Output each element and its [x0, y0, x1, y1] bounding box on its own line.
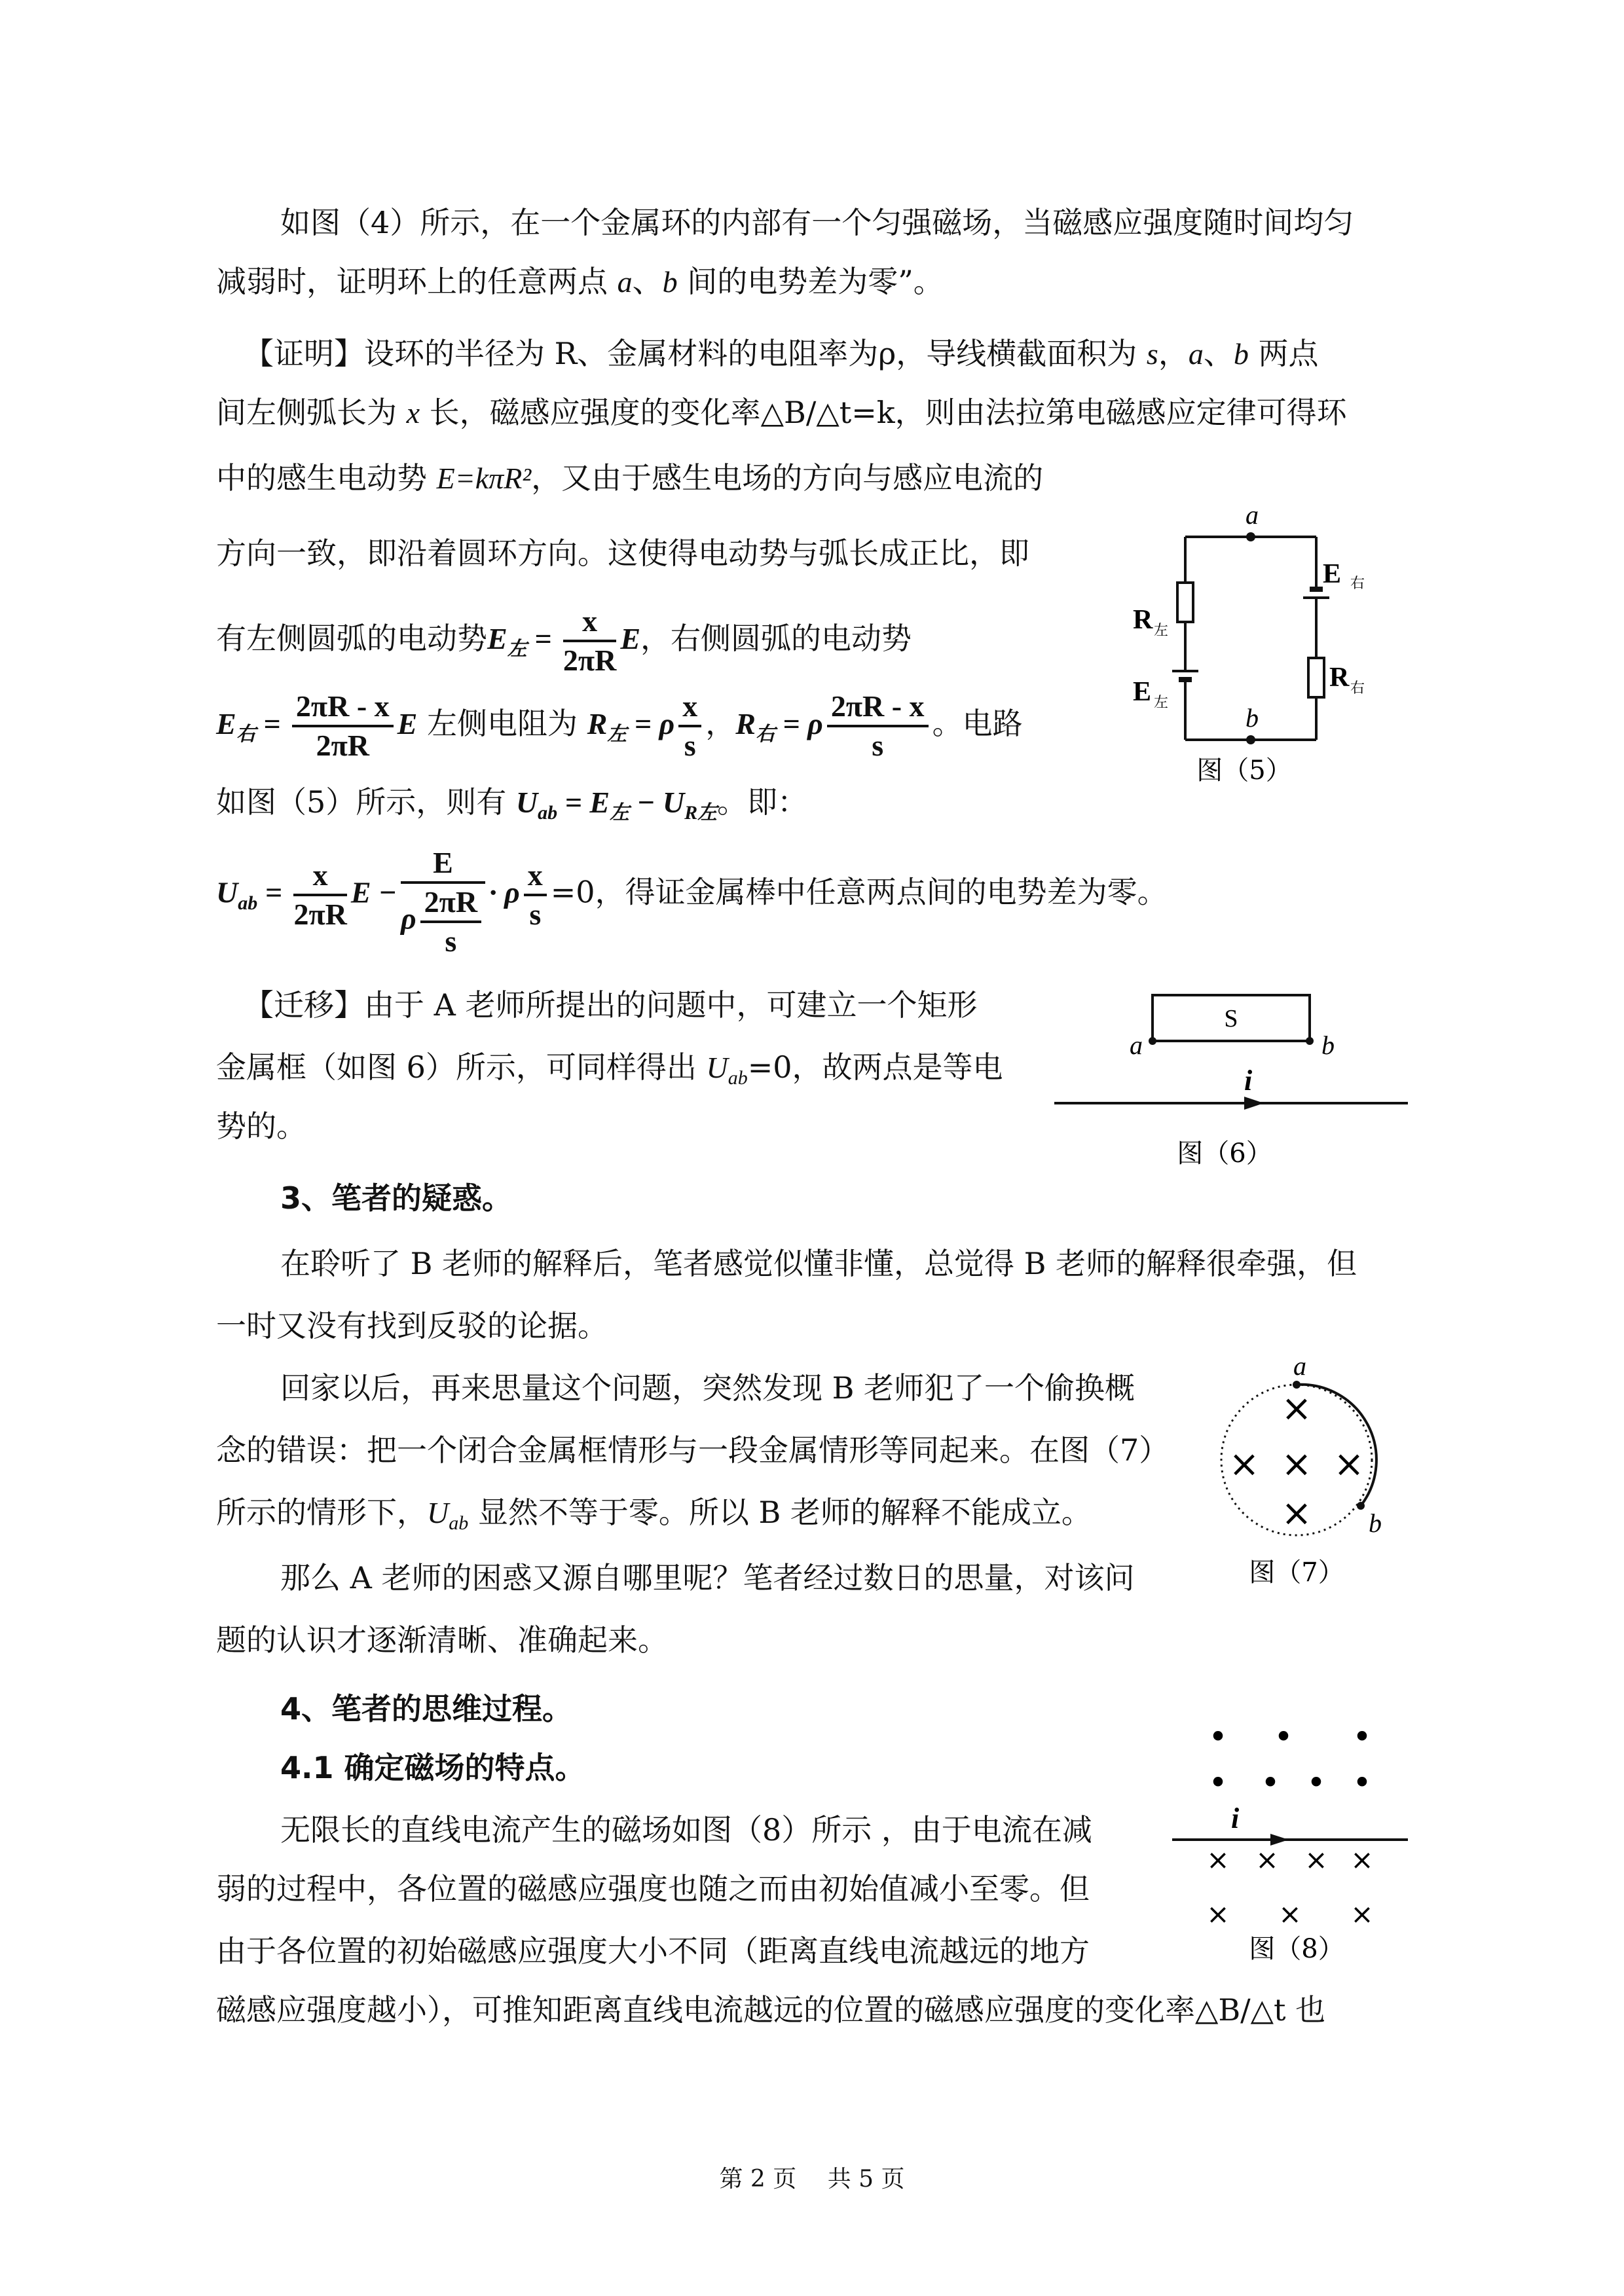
paragraph-line: 一时又没有找到反驳的论据。	[216, 1308, 608, 1343]
paragraph-line: 中的感生电动势 E=kπR²，又由于感生电场的方向与感应电流的	[216, 460, 1044, 496]
paragraph-line: 回家以后，再来思量这个问题，突然发现 B 老师犯了一个偷换概	[280, 1370, 1135, 1406]
cross-mark: ×	[1350, 1844, 1374, 1876]
figure-caption: 图（6）	[1177, 1139, 1272, 1169]
label-current: i	[1231, 1802, 1240, 1834]
dot-mark: •	[1261, 1764, 1280, 1802]
fraction: $\frac{x}{s}$	[678, 688, 701, 764]
cross-mark: ×	[1206, 1898, 1230, 1930]
paragraph-line: 弱的过程中，各位置的磁感应强度也随之而由初始值减小至零。但	[216, 1871, 1090, 1906]
node-a	[1149, 1037, 1156, 1045]
dot-mark: •	[1208, 1764, 1228, 1802]
page-footer: 第 2 页 共 5 页	[719, 2166, 905, 2193]
cross-mark: ×	[1281, 1492, 1312, 1535]
paragraph-line: 减弱时，证明环上的任意两点 a、b 间的电势差为零”。	[216, 264, 944, 299]
label-current: i	[1244, 1065, 1253, 1097]
label-a: a	[1293, 1355, 1306, 1381]
paragraph-line: 那么 A 老师的困惑又源自哪里呢？笔者经过数日的思量，对该问	[280, 1560, 1135, 1595]
node-a	[1246, 532, 1255, 541]
node-b	[1246, 735, 1255, 744]
paragraph-line: 题的认识才逐渐清晰、准确起来。	[216, 1622, 668, 1658]
section-heading: 4、笔者的思维过程。	[280, 1691, 573, 1726]
cross-mark: ×	[1304, 1844, 1328, 1876]
cross-mark: ×	[1350, 1898, 1374, 1930]
cross-mark: ×	[1333, 1443, 1365, 1485]
paragraph-line: 磁感应强度越小），可推知距离直线电流越远的位置的磁感应强度的变化率△B/△t 也	[216, 1992, 1326, 2028]
figure-caption: 图（8）	[1249, 1934, 1344, 1964]
paragraph-line: 【证明】设环的半径为 R、金属材料的电阻率为ρ，导线横截面积为 s，a、b 两点	[244, 336, 1319, 371]
label-r-right: R	[1329, 663, 1350, 693]
fraction: $\frac{2\pi R - x}{2\pi R}$	[292, 688, 394, 764]
paragraph-line: 势的。	[216, 1108, 306, 1144]
paragraph-line: 方向一致，即沿着圆环方向。这使得电动势与弧长成正比，即	[216, 536, 1029, 571]
label-b: b	[1369, 1508, 1382, 1538]
svg-text:右: 右	[1350, 680, 1365, 697]
dot-mark: •	[1352, 1718, 1372, 1756]
figure-8-wire-field	[1166, 1715, 1428, 1971]
label-b: b	[1321, 1030, 1335, 1060]
cross-mark: ×	[1255, 1844, 1279, 1876]
paragraph-line: 在聆听了 B 老师的解释后，笔者感觉似懂非懂，总觉得 B 老师的解释很牵强，但	[280, 1246, 1357, 1281]
figure-5-circuit	[1113, 504, 1454, 792]
label-a: a	[1246, 504, 1259, 530]
svg-text:左: 左	[1154, 695, 1169, 711]
cross-mark: ×	[1278, 1898, 1302, 1930]
dot-mark: •	[1208, 1718, 1228, 1756]
paragraph-line: 如图（5）所示，则有 $U_{ab} = E_左 - U_{R左}$。即：	[216, 784, 808, 824]
figure-7-circle-field	[1211, 1355, 1408, 1591]
paragraph-line: 所示的情形下，$U_{ab}$ 显然不等于零。所以 B 老师的解释不能成立。	[216, 1495, 1092, 1535]
paragraph-line: 无限长的直线电流产生的磁场如图（8）所示 ，由于电流在减	[280, 1812, 1092, 1848]
subsection-heading: 4.1 确定磁场的特点。	[280, 1750, 585, 1785]
paragraph-line: 由于各位置的初始磁感应强度大小不同（距离直线电流越远的地方	[216, 1933, 1090, 1969]
cross-mark: ×	[1281, 1443, 1312, 1485]
label-e-right: E	[1323, 559, 1342, 589]
formula-line: 有左侧圆弧的电动势$E_左$ = $\frac{x}{2\pi R}$ E，右侧圆弧的电动势	[216, 596, 912, 692]
dot-mark: •	[1274, 1718, 1293, 1756]
figure-6-rectangle-frame	[1048, 989, 1414, 1172]
section-heading: 3、笔者的疑惑。	[280, 1180, 513, 1216]
label-e-left: E	[1133, 677, 1152, 707]
resistor-left	[1177, 583, 1193, 622]
node-b	[1306, 1037, 1314, 1045]
svg-text:右: 右	[1350, 575, 1365, 592]
paragraph-line: 金属框（如图 6）所示，可同样得出 $U_{ab}=0$，故两点是等电	[216, 1049, 1003, 1089]
fraction: $\frac{2\pi R - x}{s}$	[827, 688, 929, 764]
fraction: $\frac{x}{2\pi R}$	[563, 604, 617, 677]
svg-text:左: 左	[1154, 623, 1169, 639]
label-a: a	[1130, 1030, 1143, 1060]
paragraph-line: 【迁移】由于 A 老师所提出的问题中，可建立一个矩形	[244, 987, 978, 1023]
cross-mark: ×	[1228, 1443, 1260, 1485]
paragraph-line: 念的错误：把一个闭合金属框情形与一段金属情形等同起来。在图（7）	[216, 1432, 1170, 1468]
resistor-right	[1308, 658, 1324, 697]
cross-mark: ×	[1206, 1844, 1230, 1876]
dot-mark: •	[1352, 1764, 1372, 1802]
cross-mark: ×	[1281, 1387, 1312, 1430]
node-b	[1357, 1502, 1365, 1510]
figure-caption: 图（7）	[1249, 1558, 1344, 1588]
fraction: E ρ $\frac{2\pi R}{s}$	[401, 845, 485, 960]
paragraph-line: 如图（4）所示，在一个金属环的内部有一个匀强磁场，当磁感应强度随时间均匀	[280, 205, 1354, 240]
formula-line: $E_右$ = $\frac{2\pi R - x}{2\pi R}$ E 左侧电阻为 $R_左 = \rho$ $\frac{x}{s}$ ，$R_右 = \rho$ $\frac{2\pi R - x}{s}$ 。电路	[216, 681, 1023, 777]
label-r-left: R	[1133, 605, 1153, 635]
label-b: b	[1246, 703, 1259, 733]
fraction: $\frac{x}{2\pi R}$	[293, 858, 347, 931]
fraction: $\frac{x}{s}$	[524, 857, 547, 933]
figure-caption: 图（5）	[1196, 756, 1292, 786]
fraction: $\frac{2\pi R}{s}$	[420, 884, 481, 960]
formula-line: $U_{ab}$ = $\frac{x}{2\pi R}$ E − E ρ $\frac{2\pi R}{s}$ · ρ $\frac{x}{s}$ =0，得证金属棒中任意两点间的电势差为零。	[216, 845, 1168, 960]
label-s: S	[1224, 1005, 1238, 1032]
arrow-icon	[1244, 1097, 1264, 1110]
dot-mark: •	[1306, 1764, 1326, 1802]
paragraph-line: 间左侧弧长为 x 长，磁感应强度的变化率△B/△t=k，则由法拉第电磁感应定律可得环	[216, 395, 1347, 430]
